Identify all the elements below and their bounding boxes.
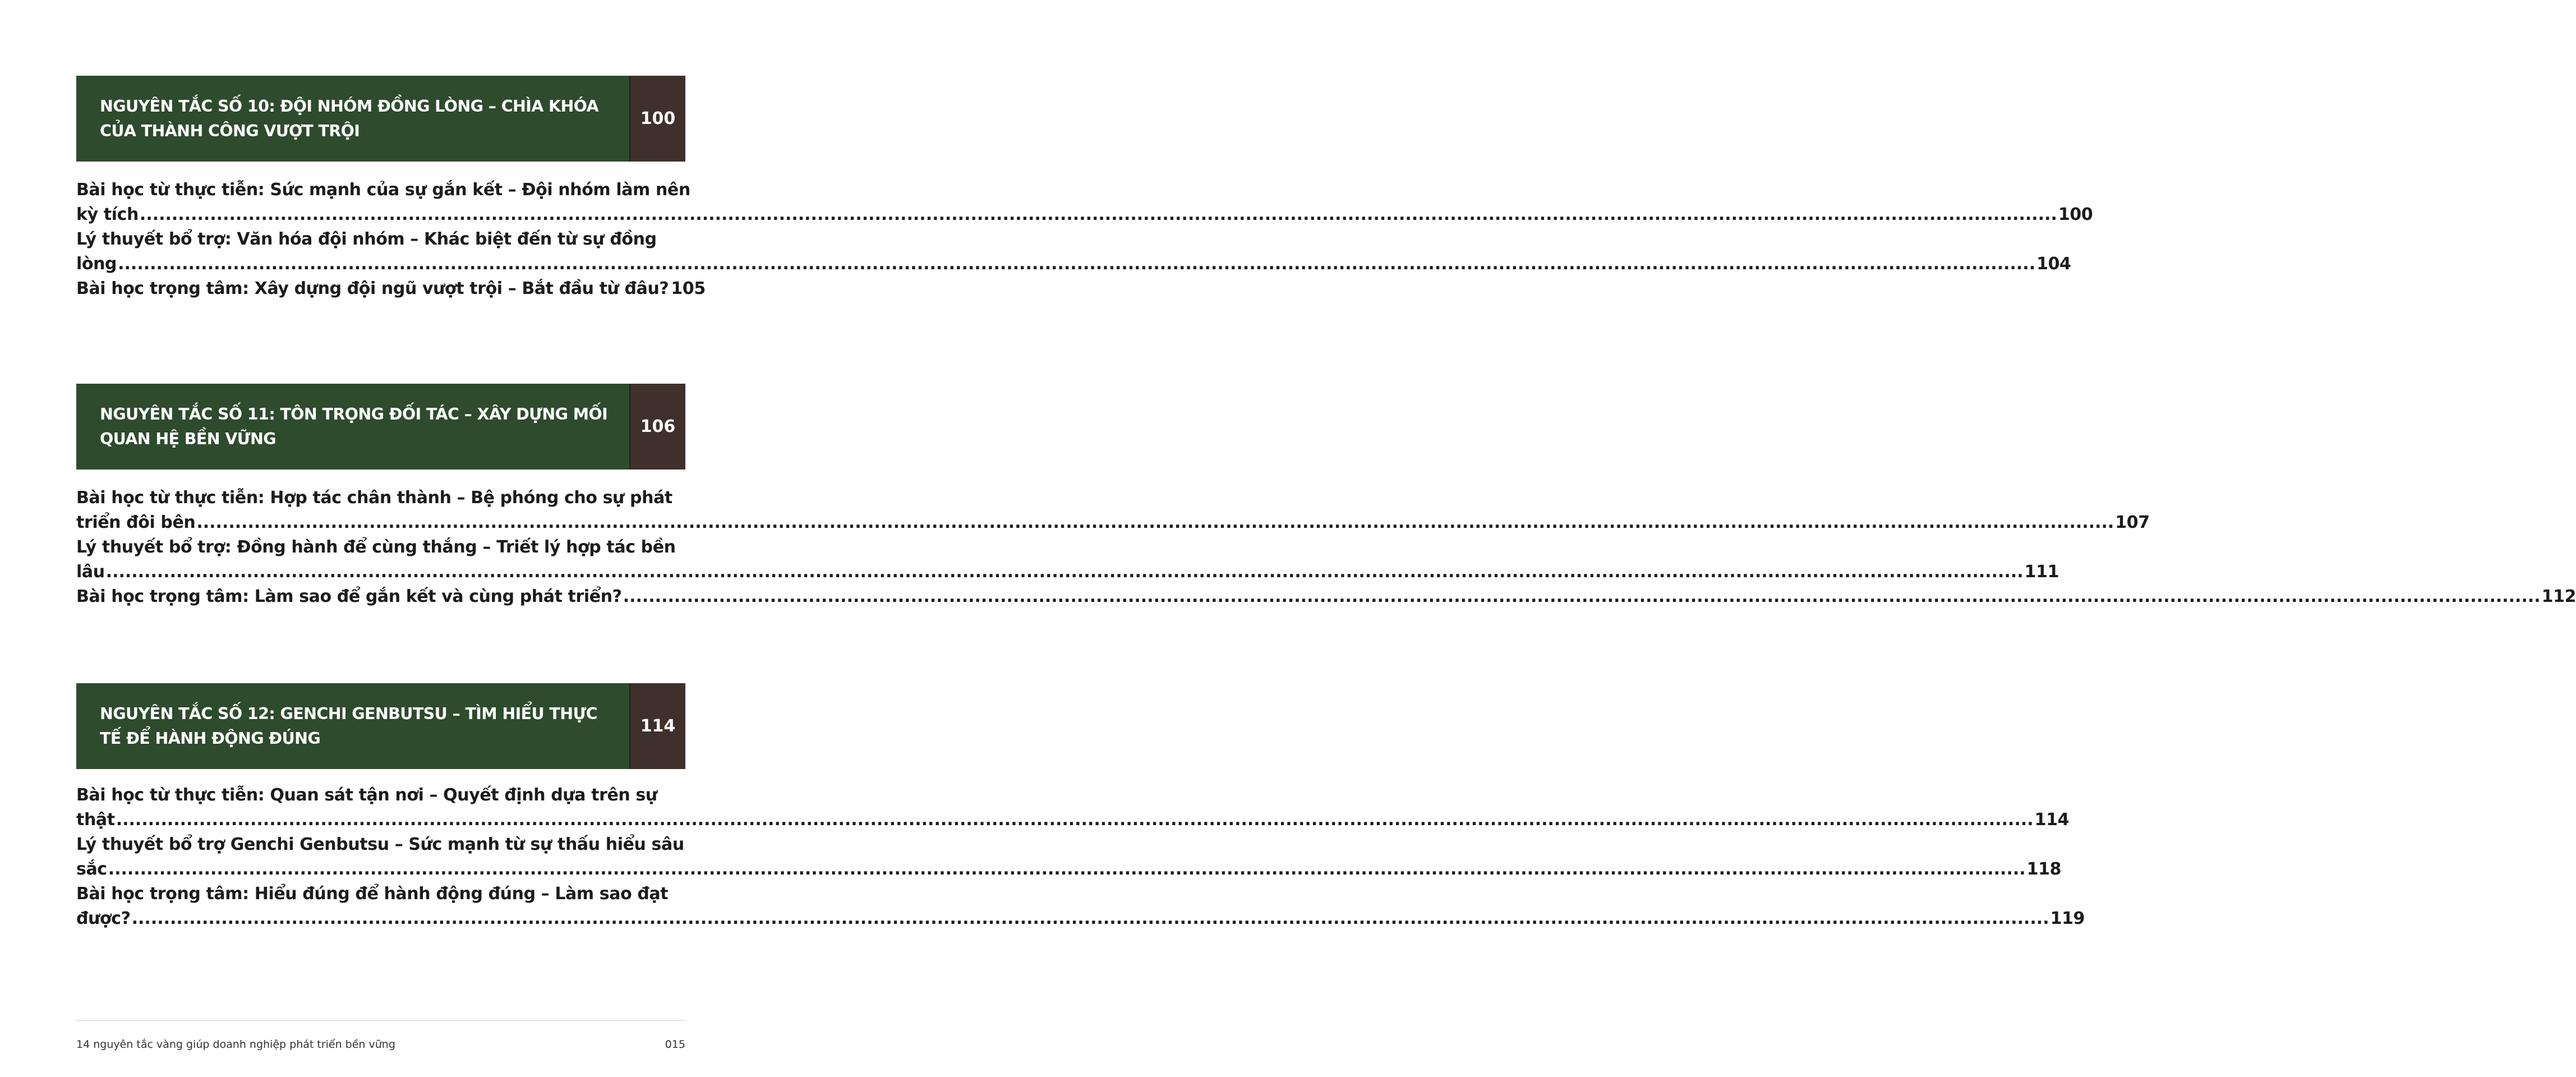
entry-page-number: 112 [2541, 587, 2576, 606]
entry-title-line1: Bài học từ thực tiễn: Quan sát tận nơi – Quyết định dựa trên sự [76, 785, 657, 805]
chapter-banner [76, 384, 685, 470]
toc-entries [76, 178, 2093, 301]
dot-leader: ............................................................................................................................................................................................................................................................................................................ [118, 254, 2036, 274]
entry-title-line1: Bài học từ thực tiễn: Sức mạnh của sự gắn kết – Đội nhóm làm nên [76, 180, 690, 200]
chapter-section-10 [76, 76, 2093, 301]
chapter-title: NGUYÊN TẮC SỐ 10: ĐỘI NHÓM ĐỒNG LÒNG – CHÌA KHÓA CỦA THÀNH CÔNG VƯỢT TRỘI [76, 76, 629, 162]
footer-book-title: 14 nguyên tắc vàng giúp doanh nghiệp phát triển bền vững [76, 1038, 395, 1051]
chapter-banner [76, 76, 685, 162]
entry-title-line1: Lý thuyết bổ trợ: Đồng hành để cùng thắng – Triết lý hợp tác bền [76, 537, 676, 557]
toc-entry[interactable] [76, 783, 2070, 832]
dot-leader: ............................................................................................................................................................................................................................................................................................................ [116, 810, 2034, 830]
chapter-title: NGUYÊN TẮC SỐ 11: TÔN TRỌNG ĐỐI TÁC – XÂY DỰNG MỐI QUAN HỆ BỀN VỮNG [76, 384, 629, 470]
toc-entry[interactable] [76, 178, 2093, 227]
dot-leader: ............................................................................................................................................................................................................................................................................................................ [105, 562, 2024, 582]
dot-leader: ............................................................................................................................................................................................................................................................................................................ [131, 909, 2049, 928]
entry-title-line1: Lý thuyết bổ trợ: Văn hóa đội nhóm – Khác biệt đến từ sự đồng [76, 229, 657, 249]
entry-page-number: 104 [2036, 254, 2071, 274]
toc-entry[interactable] [76, 584, 2576, 609]
footer-page-number: 015 [665, 1038, 685, 1051]
entry-title: Bài học trọng tâm: Làm sao để gắn kết và cùng phát triển? [76, 587, 622, 606]
entry-page-number: 119 [2050, 909, 2085, 928]
toc-entry[interactable] [76, 277, 706, 301]
toc-entry[interactable] [76, 486, 2150, 535]
entry-page-number: 105 [671, 279, 706, 298]
chapter-page-number: 106 [629, 384, 685, 470]
entry-title-line2: lâu [76, 562, 105, 582]
entry-page-number: 118 [2026, 859, 2062, 879]
footer-divider [76, 1020, 685, 1021]
entry-page-number: 100 [2058, 205, 2093, 224]
dot-leader: ............................................................................................................................................................................................................................................................................................................ [623, 587, 2541, 606]
entry-title: Bài học trọng tâm: Xây dựng đội ngũ vượt trội – Bắt đầu từ đâu? [76, 279, 669, 298]
toc-entries [76, 486, 2576, 609]
entry-title-line2: sắc [76, 859, 107, 879]
entry-title-line2: được? [76, 909, 131, 928]
chapter-section-12 [76, 683, 2085, 931]
toc-entry[interactable] [76, 227, 2071, 277]
entry-title-line2: thật [76, 810, 115, 830]
entry-page-number: 114 [2034, 810, 2070, 830]
entry-title-line1: Lý thuyết bổ trợ Genchi Genbutsu – Sức mạnh từ sự thấu hiểu sâu [76, 835, 684, 854]
dot-leader: ............................................................................................................................................................................................................................................................................................................ [108, 859, 2026, 879]
chapter-page-number: 100 [629, 76, 685, 162]
entry-page-number: 107 [2115, 513, 2150, 532]
entry-title-line2: triển đôi bên [76, 513, 196, 532]
dot-leader: ............................................................................................................................................................................................................................................................................................................ [196, 513, 2114, 532]
entry-title-line1: Bài học trọng tâm: Hiểu đúng để hành động đúng – Làm sao đạt [76, 884, 669, 904]
dot-leader: ............................................................................................................................................................................................................................................................................................................ [139, 205, 2057, 224]
entry-title-line1: Bài học từ thực tiễn: Hợp tác chân thành – Bệ phóng cho sự phát [76, 488, 672, 508]
toc-entries [76, 783, 2085, 931]
entry-title-line2: kỳ tích [76, 205, 139, 224]
toc-entry[interactable] [76, 832, 2062, 882]
chapter-page-number: 114 [629, 683, 685, 769]
toc-entry[interactable] [76, 882, 2085, 931]
chapter-banner [76, 683, 685, 769]
chapter-title: NGUYÊN TẮC SỐ 12: GENCHI GENBUTSU – TÌM HIỂU THỰC TẾ ĐỂ HÀNH ĐỘNG ĐÚNG [76, 683, 629, 769]
chapter-section-11 [76, 384, 2576, 609]
toc-entry[interactable] [76, 535, 2059, 584]
entry-title-line2: lòng [76, 254, 117, 274]
entry-page-number: 111 [2024, 562, 2059, 582]
